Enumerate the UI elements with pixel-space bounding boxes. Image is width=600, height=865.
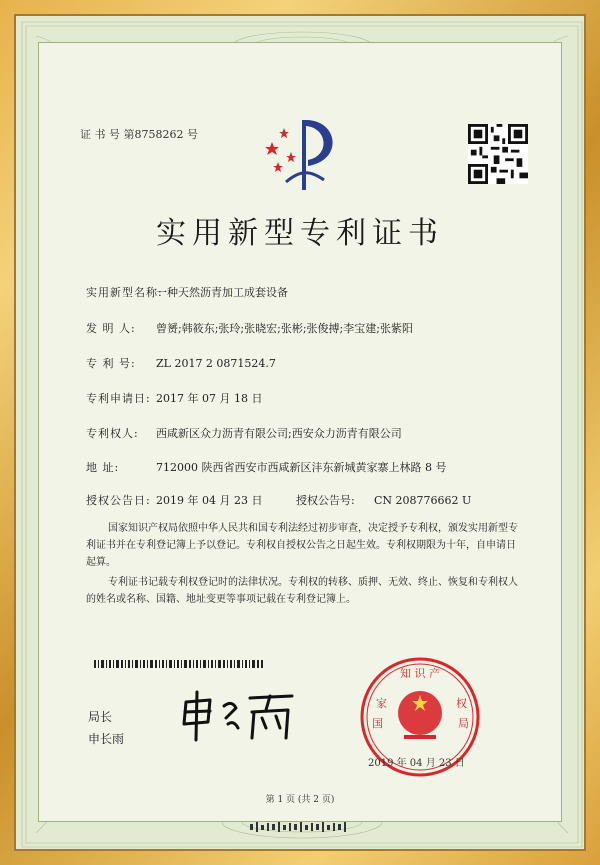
inventor-row <box>86 320 413 336</box>
field-label: 授权公告日: <box>86 494 151 507</box>
field-label: 实用新型名称: <box>86 286 163 299</box>
field-value: 2019 年 04 月 23 日 <box>156 494 263 507</box>
legal-status-statement: 专利证书记载专利权登记时的法律状况。专利权的转移、质押、无效、终止、恢复和专利权人的姓名或名称、国籍、地址变更等事项记载在专利登记簿上。 <box>86 577 518 605</box>
utility-model-name-row <box>86 284 288 300</box>
grant-statement: 国家知识产权局依照中华人民共和国专利法经过初步审查，决定授予专利权，颁发实用新型专利证书并在专利登记簿上予以登记。专利权自授权公告之日起生效。专利权期限为十年，自申请日起算。 <box>86 523 518 568</box>
qr-code-icon <box>468 124 528 184</box>
signatory-name: 申长雨 <box>88 732 125 746</box>
field-label: 专 利 号: <box>86 357 136 370</box>
field-label: 专利申请日: <box>86 392 151 405</box>
field-value: 西咸新区众力沥青有限公司;西安众力沥青有限公司 <box>156 427 402 440</box>
grant-row <box>86 492 471 508</box>
field-label: 授权公告号: <box>296 494 355 507</box>
svg-text:知 识 产: 知 识 产 <box>400 667 440 680</box>
field-value: 2017 年 07 月 18 日 <box>156 392 263 405</box>
field-label: 发 明 人: <box>86 322 136 335</box>
certificate-number: 证 书 号 第8758262 号 <box>80 128 198 141</box>
svg-text:权: 权 <box>456 697 467 710</box>
page-title: 实用新型专利证书 <box>156 216 444 251</box>
svg-text:国: 国 <box>372 717 383 730</box>
address-row <box>86 459 446 475</box>
field-label: 地 址: <box>86 461 120 474</box>
patentee-row <box>86 425 402 441</box>
svg-text:局: 局 <box>458 717 469 730</box>
field-value: ZL 2017 2 0871524.7 <box>156 357 276 370</box>
security-strip-icon <box>250 822 350 832</box>
field-label: 专利权人: <box>86 427 139 440</box>
patent-number-row <box>86 355 276 371</box>
page-number: 第 1 页 (共 2 页) <box>265 795 335 805</box>
signatory-title: 局长 <box>88 710 113 724</box>
seal-date: 2019 年 04 月 23 日 <box>368 758 465 769</box>
barcode-icon <box>94 660 264 668</box>
field-value: CN 208776662 U <box>374 494 472 507</box>
svg-text:家: 家 <box>376 697 387 710</box>
field-value: 曾赟;韩筱东;张玲;张晓宏;张彬;张俊搏;李宝建;张紫阳 <box>156 322 413 335</box>
field-value: 一种天然沥青加工成套设备 <box>156 286 288 299</box>
filing-date-row <box>86 390 262 406</box>
field-value: 712000 陕西省西安市西咸新区沣东新城黄家寨上林路 8 号 <box>156 461 447 474</box>
cnipa-logo-icon <box>258 110 353 195</box>
handwritten-signature-icon <box>180 688 300 743</box>
